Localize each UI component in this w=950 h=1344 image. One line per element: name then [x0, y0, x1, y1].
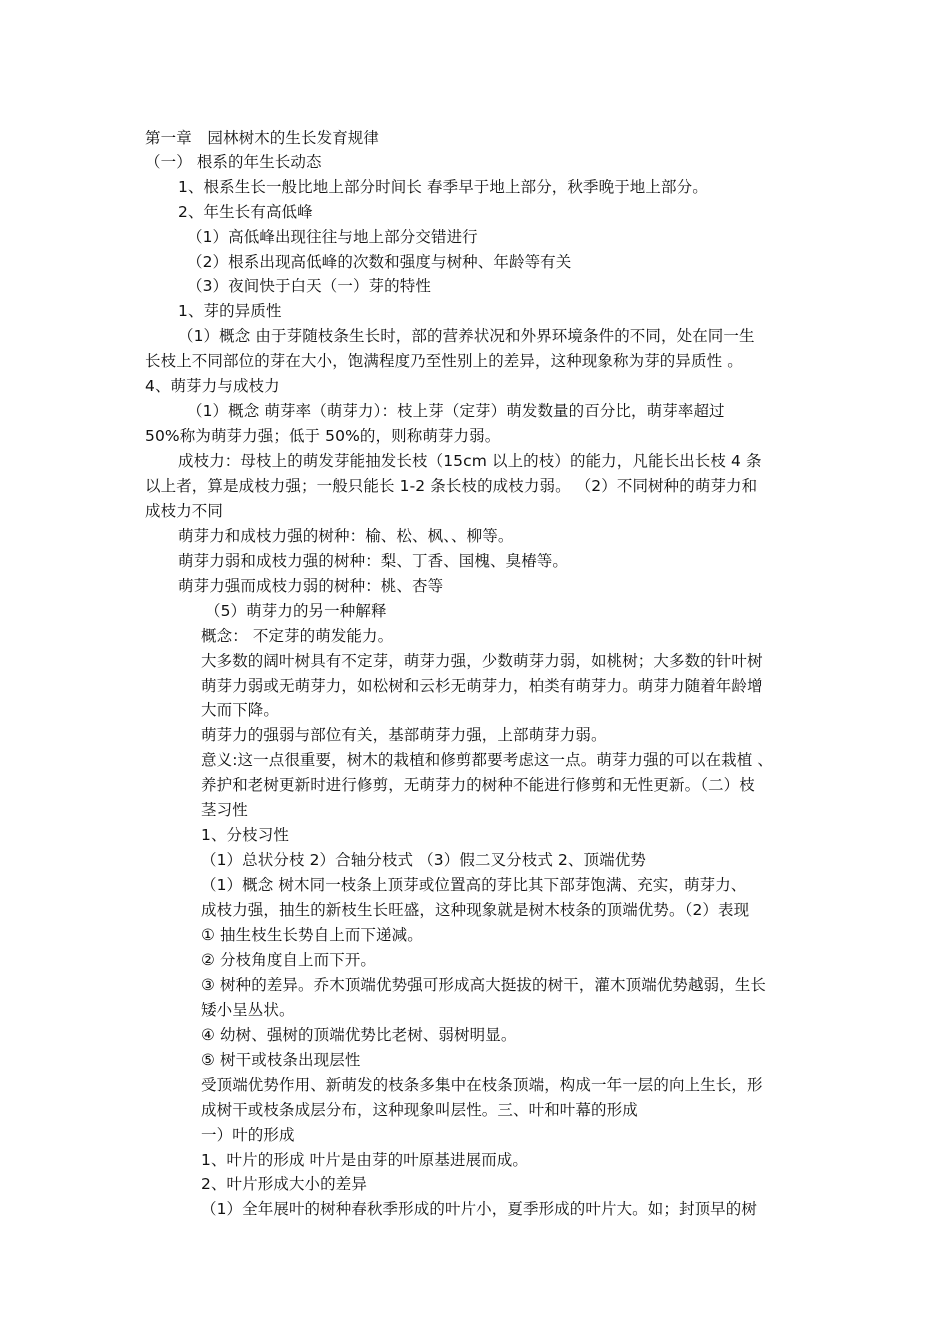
- text-line: （1）概念 树木同一枝条上顶芽或位置高的芽比其下部芽饱满、充实，萌芽力、: [201, 876, 747, 894]
- text-line: 大而下降。: [201, 701, 280, 719]
- text-line: （1）概念 萌芽率（萌芽力）：枝上芽（定芽）萌发数量的百分比，萌芽率超过: [187, 402, 725, 420]
- text-line: 成枝力强，抽生的新枝生长旺盛，这种现象就是树木枝条的顶端优势。（2）表现: [201, 901, 750, 919]
- text-line: （2）根系出现高低峰的次数和强度与树种、年龄等有关: [187, 253, 572, 271]
- text-line: 萌芽力弱或无萌芽力，如松树和云杉无萌芽力，柏类有萌芽力。萌芽力随着年龄增: [201, 677, 763, 695]
- text-line: 长枝上不同部位的芽在大小，饱满程度乃至性别上的差异，这种现象称为芽的异质性 。: [145, 352, 743, 370]
- text-line: 萌芽力的强弱与部位有关，基部萌芽力强，上部萌芽力弱。: [201, 726, 607, 744]
- text-line: 50%称为萌芽力强；低于 50%的，则称萌芽力弱。: [145, 427, 501, 445]
- text-line: 萌芽力强而成枝力弱的树种：桃、杏等: [178, 577, 444, 595]
- text-line: （1）总状分枝 2）合轴分枝式 （3）假二叉分枝式 2、顶端优势: [201, 851, 646, 869]
- text-line: ⑤ 树干或枝条出现层性: [201, 1051, 361, 1069]
- section-heading: （一） 根系的年生长动态: [145, 153, 322, 171]
- text-line: 1、根系生长一般比地上部分时间长 春季早于地上部分，秋季晚于地上部分。: [178, 178, 708, 196]
- text-line: （3）夜间快于白天（一）芽的特性: [187, 277, 431, 295]
- text-line: 2、叶片形成大小的差异: [201, 1175, 367, 1193]
- text-line: 成枝力不同: [145, 502, 224, 520]
- text-line: 1、芽的异质性: [178, 302, 282, 320]
- text-line: 2、年生长有高低峰: [178, 203, 313, 221]
- text-line: 成枝力：母枝上的萌发芽能抽发长枝（15cm 以上的枝）的能力，凡能长出长枝 4 条: [178, 452, 762, 470]
- chapter-title: 第一章 园林树木的生长发育规律: [145, 129, 380, 147]
- text-line: 1、分枝习性: [201, 826, 289, 844]
- text-line: 概念： 不定芽的萌发能力。: [201, 627, 394, 645]
- text-line: （1）全年展叶的树种春秋季形成的叶片小，夏季形成的叶片大。如；封顶早的树: [201, 1200, 757, 1218]
- text-line: ④ 幼树、强树的顶端优势比老树、弱树明显。: [201, 1026, 517, 1044]
- text-line: 大多数的阔叶树具有不定芽，萌芽力强，少数萌芽力弱，如桃树；大多数的针叶树: [201, 652, 763, 670]
- text-line: 受顶端优势作用、新萌发的枝条多集中在枝条顶端，构成一年一层的向上生长，形: [201, 1076, 763, 1094]
- text-line: （1）高低峰出现往往与地上部分交错进行: [187, 228, 478, 246]
- text-line: 以上者，算是成枝力强；一般只能长 1-2 条长枝的成枝力弱。 （2）不同树种的萌芽力和: [145, 477, 758, 495]
- text-line: 意义:这一点很重要，树木的栽植和修剪都要考虑这一点。萌芽力强的可以在栽植 、: [201, 751, 773, 769]
- text-line: 茎习性: [201, 801, 248, 819]
- text-line: 养护和老树更新时进行修剪，无萌芽力的树种不能进行修剪和无性更新。（二）枝: [201, 776, 755, 794]
- text-line: 矮小呈丛状。: [201, 1001, 295, 1019]
- text-line: 萌芽力弱和成枝力强的树种：梨、丁香、国槐、臭椿等。: [178, 552, 569, 570]
- section-heading: 4、萌芽力与成枝力: [145, 377, 280, 395]
- text-line: ② 分枝角度自上而下开。: [201, 951, 377, 969]
- text-line: 成树干或枝条成层分布，这种现象叫层性。三、叶和叶幕的形成: [201, 1101, 638, 1119]
- text-line: ③ 树种的差异。乔木顶端优势强可形成高大挺拔的树干，灌木顶端优势越弱，生长: [201, 976, 767, 994]
- text-line: 1、叶片的形成 叶片是由芽的叶原基进展而成。: [201, 1151, 528, 1169]
- text-line: （1）概念 由于芽随枝条生长时，部的营养状况和外界环境条件的不同，处在同一生: [178, 327, 755, 345]
- text-line: （5）萌芽力的另一种解释: [205, 602, 387, 620]
- text-line: ① 抽生枝生长势自上而下递减。: [201, 926, 423, 944]
- text-line: 萌芽力和成枝力强的树种：榆、松、枫、、柳等。: [178, 527, 514, 545]
- text-line: 一）叶的形成: [201, 1126, 295, 1144]
